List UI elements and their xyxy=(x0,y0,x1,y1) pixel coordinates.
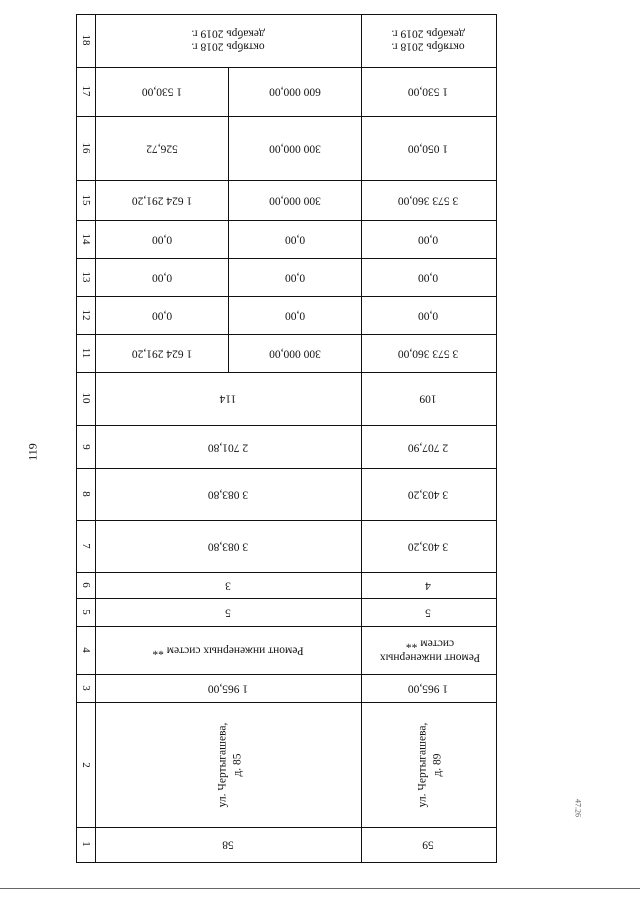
cell-value: 526,72 xyxy=(146,142,178,155)
col-line-14 xyxy=(76,258,497,259)
cell-value: 3 xyxy=(225,579,231,592)
column-number: 8 xyxy=(80,491,92,497)
table-divider-rows xyxy=(361,14,362,863)
col-line-16 xyxy=(76,180,497,181)
cell-period-start: октябрь 2018 г. xyxy=(191,40,265,53)
cell-value: 3 083,80 xyxy=(207,488,249,501)
cell-value: 1 050,00 xyxy=(407,142,449,155)
column-number: 4 xyxy=(80,647,92,653)
cell-address-street: ул. Чертыгашева, xyxy=(216,722,229,808)
col-line-12 xyxy=(76,334,497,335)
cell-value: 3 403,20 xyxy=(407,540,449,553)
cell-value: 0,00 xyxy=(417,309,439,322)
subcell-divider-14 xyxy=(228,220,229,258)
cell-period-start: октябрь 2018 г. xyxy=(391,40,465,53)
cell-value: 3 083,80 xyxy=(207,540,249,553)
table-border-left xyxy=(76,14,77,863)
corner-mark: 47.26 xyxy=(573,799,583,817)
cell-address-street: ул. Чертыгашева, xyxy=(416,722,429,808)
cell-value: 0,00 xyxy=(284,309,306,322)
cell-work-type-line1: Ремонт инженерных xyxy=(379,651,481,664)
column-number: 18 xyxy=(80,34,92,46)
cell-period-end: декабрь 2019 г. xyxy=(391,27,465,40)
subcell-divider-12 xyxy=(228,296,229,334)
table-border-bottom xyxy=(76,862,497,863)
table-border-top xyxy=(76,14,497,15)
cell-value: 5 xyxy=(225,606,231,619)
column-number: 2 xyxy=(80,762,92,768)
subcell-divider-17 xyxy=(228,67,229,116)
cell-value: 300 000,00 xyxy=(269,142,321,155)
cell-value: 3 573 360,00 xyxy=(397,194,459,207)
col-line-8 xyxy=(76,520,497,521)
col-line-15 xyxy=(76,220,497,221)
cell-value: 1 965,00 xyxy=(207,682,249,695)
column-number: 14 xyxy=(80,233,92,245)
column-number: 6 xyxy=(80,582,92,588)
cell-number: 58 xyxy=(222,838,234,851)
cell-value: 1 624 291,20 xyxy=(131,194,193,207)
col-line-11 xyxy=(76,372,497,373)
cell-value: 1 530,00 xyxy=(407,85,449,98)
table-divider-header xyxy=(95,14,96,863)
cell-value: 0,00 xyxy=(151,271,173,284)
page-number: 119 xyxy=(25,443,40,461)
cell-number: 59 xyxy=(422,838,434,851)
col-line-4 xyxy=(76,674,497,675)
column-number: 15 xyxy=(80,194,92,206)
subcell-divider-16 xyxy=(228,116,229,180)
column-number: 12 xyxy=(80,309,92,321)
cell-value: 600 000,00 xyxy=(269,85,321,98)
cell-value: 114 xyxy=(219,392,237,405)
cell-value: 0,00 xyxy=(417,233,439,246)
cell-address-house: д. 89 xyxy=(431,753,444,777)
subcell-divider-15 xyxy=(228,180,229,220)
scan-edge-line xyxy=(0,888,640,889)
column-number: 17 xyxy=(80,85,92,97)
col-line-6 xyxy=(76,598,497,599)
col-line-9 xyxy=(76,468,497,469)
cell-value: 0,00 xyxy=(284,271,306,284)
cell-period-end: декабрь 2019 г. xyxy=(191,27,265,40)
column-number: 10 xyxy=(80,392,92,404)
column-number: 13 xyxy=(80,271,92,283)
cell-value: 2 701,80 xyxy=(207,441,249,454)
column-number: 3 xyxy=(80,685,92,691)
cell-value: 1 530,00 xyxy=(141,85,183,98)
cell-value: 3 573 360,00 xyxy=(397,347,459,360)
cell-value: 2 707,90 xyxy=(407,441,449,454)
table-border-right xyxy=(496,14,497,863)
cell-work-type-line2: систем ** xyxy=(405,637,455,650)
col-line-2 xyxy=(76,827,497,828)
col-line-13 xyxy=(76,296,497,297)
cell-value: 5 xyxy=(425,606,431,619)
cell-work-type: Ремонт инженерных систем ** xyxy=(152,644,304,657)
cell-value: 1 624 291,20 xyxy=(131,347,193,360)
subcell-divider-11 xyxy=(228,334,229,372)
col-line-10 xyxy=(76,425,497,426)
cell-value: 300 000,00 xyxy=(269,194,321,207)
column-number: 11 xyxy=(80,347,92,359)
subcell-divider-13 xyxy=(228,258,229,296)
column-number: 7 xyxy=(80,543,92,549)
cell-value: 0,00 xyxy=(417,271,439,284)
cell-value: 3 403,20 xyxy=(407,488,449,501)
cell-address-house: д. 85 xyxy=(231,753,244,777)
cell-value: 0,00 xyxy=(284,233,306,246)
cell-value: 0,00 xyxy=(151,309,173,322)
cell-value: 1 965,00 xyxy=(407,682,449,695)
column-number: 9 xyxy=(80,444,92,450)
cell-value: 300 000,00 xyxy=(269,347,321,360)
cell-value: 4 xyxy=(425,579,431,592)
col-line-7 xyxy=(76,572,497,573)
cell-value: 0,00 xyxy=(151,233,173,246)
col-line-5 xyxy=(76,626,497,627)
col-line-3 xyxy=(76,702,497,703)
column-number: 5 xyxy=(80,609,92,615)
col-line-17 xyxy=(76,116,497,117)
col-line-18 xyxy=(76,67,497,68)
column-number: 1 xyxy=(80,841,92,847)
column-number: 16 xyxy=(80,142,92,154)
cell-value: 109 xyxy=(419,392,437,405)
